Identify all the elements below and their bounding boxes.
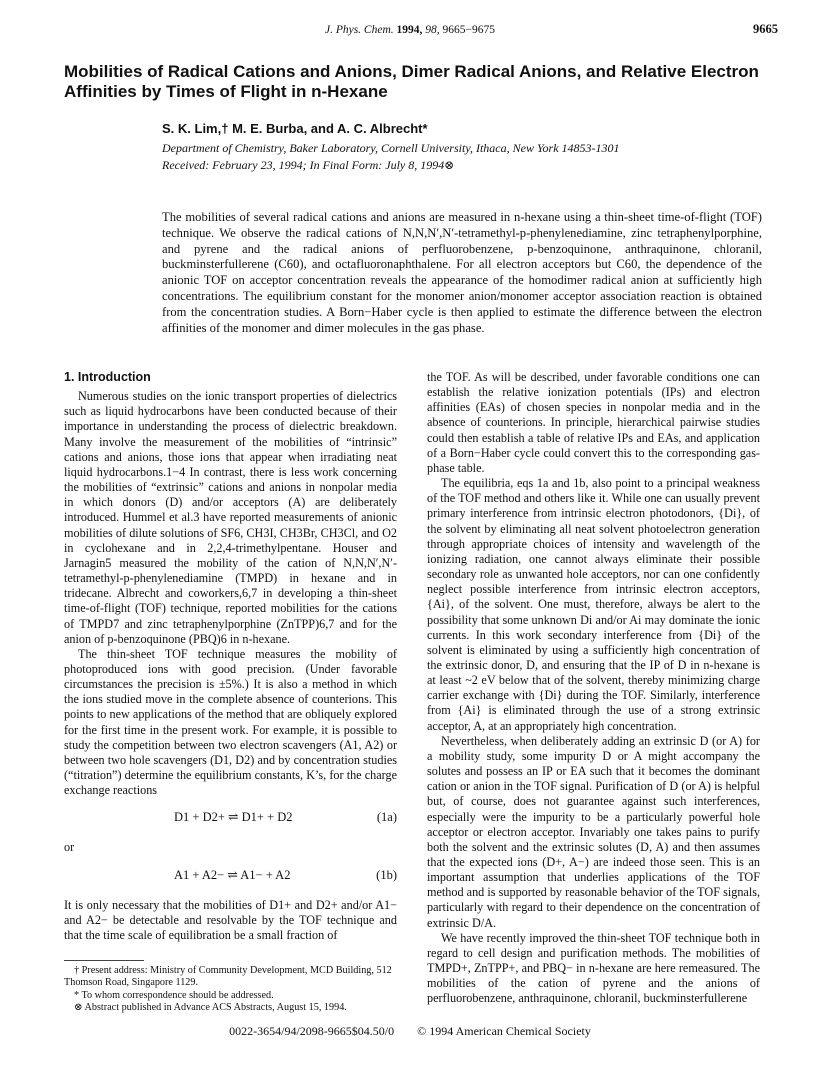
- page-footer: [0, 1024, 820, 1039]
- left-column: [64, 370, 397, 943]
- equation-1a-body: D1 + D2+ ⇌ D1+ + D2: [174, 810, 293, 825]
- paper-title: Mobilities of Radical Cations and Anions, Dimer Radical Anions, and Relative Electron Affinities by Times of Flight in n-Hexane: [64, 62, 759, 101]
- col2-paragraph-4: We have recently improved the thin-sheet TOF technique both in regard to cell design and purification methods. The mobilities of TMPD+, ZnTPP+, and PBQ− in n-hexane are here remeasured. The mobilities of the cation of pyrene and the anions of perfluorobenzene, anthraquinone, chloranil, buckminsterfullerene: [427, 930, 760, 1006]
- intro-paragraph-2: The thin-sheet TOF technique measures the mobility of photoproduced ions with good precision. (Under favorable circumstances the precision is ±5%.) It is also a method in which the ions studied move in the complete absence of counterions. This points to new applications of the method that are obliquely explored for the first time in the present work. For example, it is possible to study the competition between two electron scavengers (A1, A2) or between two hole scavengers (D1, D2) and by concentration studies (“titration”) determine the equilibrium constants, K’s, for the charge exchange reactions: [64, 646, 397, 798]
- footnote-rule: [64, 960, 144, 961]
- page-number: 9665: [753, 22, 778, 36]
- journal-year: 1994,: [396, 24, 423, 36]
- abstract: The mobilities of several radical cations and anions are measured in n-hexane using a thin-sheet time-of-flight (TOF) technique. We observe the radical cations of N,N,N′,N′-tetramethyl-p-phenylenediamine, zinc tetraphenylporphine, and pyrene and the radical anions of perfluorobenzene, p-benzoquinone, anthraquinone, chloranil, buckminsterfullerene (C60), and octafluoronaphthalene. For all electron acceptors but C60, the dependence of the anionic TOF on acceptor concentration reveals the appearance of the homodimer radical anion at sufficiently high concentrations. The equilibrium constant for the monomer anion/monomer acceptor association reaction is obtained from the concentration studies. A Born−Haber cycle is then applied to estimate the difference between the electron affinities of the monomer and dimer molecules in the gas phase.: [162, 210, 762, 335]
- footnote-abstract-published: ⊗ Abstract published in Advance ACS Abstracts, August 15, 1994.: [74, 1002, 347, 1014]
- received-dates: Received: February 23, 1994; In Final Form: July 8, 1994⊗: [162, 158, 455, 172]
- running-header: [0, 24, 820, 36]
- journal-name: J. Phys. Chem.: [324, 24, 394, 36]
- equation-1b: [64, 862, 397, 892]
- journal-pages: 9665−9675: [442, 24, 496, 36]
- article-code: 0022-3654/94/2098-9665$04.50/0: [229, 1024, 395, 1038]
- journal-volume: 98,: [425, 24, 440, 36]
- equation-1a-number: (1a): [376, 810, 397, 825]
- footnote-present-address: † Present address: Ministry of Community Development, MCD Building, 512 Thomson Road, Singapore 1129.: [64, 965, 392, 989]
- equation-1a: [64, 804, 397, 834]
- section-heading: 1. Introduction: [64, 370, 151, 384]
- equation-1b-body: A1 + A2− ⇌ A1− + A2: [174, 867, 291, 882]
- footnotes: [64, 965, 399, 1015]
- right-column: [427, 370, 760, 1007]
- col2-paragraph-3: Nevertheless, when deliberately adding an extrinsic D (or A) for a mobility study, some impurity D or A might accompany the solutes and possess an IP or EA such that it becomes the dominant cation or anion in the TOF signal. Purification of D (or A) is helpful but, of course, does not guarantee against such interferences, especially were the impurity to be a particularly powerful hole acceptor or electron acceptor. Invariably one takes pains to purify both the solvent and the extrinsic solutes (D, A) and then assumes that the expected ions (D+, A−) are indeed those seen. This is an important assumption that underlies applications of the TOF method and is supported by reasonable behavior of the TOF signals, particularly with regard to their dependence on the concentration of extrinsic D/A.: [427, 733, 760, 930]
- intro-paragraph-1: Numerous studies on the ionic transport properties of dielectrics such as liquid hydrocarbons have been conducted because of their importance in understanding the process of dielectric breakdown. Many involve the measurement of the mobilities of “intrinsic” cations and anions, those ions that appear when irradiating neat liquid hydrocarbons.1−4 In contrast, there is less work concerning the mobilities of “extrinsic” cations and anions in nonpolar media in which donors (D) and/or acceptors (A) are deliberately introduced. Hummel et al.3 have reported measurements of anionic mobilities of dilute solutions of SF6, CH3I, CH3Br, CH3Cl, and O2 in cyclohexane and in 2,2,4-trimethylpentane. Houser and Jarnagin5 measured the mobility of the cation of N,N,N′,N′-tetramethyl-p-phenylenediamine (TMPD) in hexane and in tridecane. Albrecht and coworkers,6,7 in developing a thin-sheet time-of-flight (TOF) technique, reported mobilities for the cations of TMPD7 and zinc tetraphenylporphine (ZnTPP)6,7 and for the anion of p-benzoquinone (PBQ)6 in n-hexane.: [64, 389, 397, 646]
- equation-connector: or: [64, 840, 75, 855]
- footnote-correspondence: * To whom correspondence should be addressed.: [74, 989, 274, 1001]
- col2-paragraph-2: The equilibria, eqs 1a and 1b, also point to a principal weakness of the TOF method and others like it. While one can usually prevent primary interference from intrinsic electron photodonors, {Di}, of the solvent by eliminating all neat solvent photoelectron generation through appropriate choices of intensity and wavelength of the ionizing radiation, one cannot always eliminate their possible secondary role as unwanted hole acceptors, nor can one confidently neglect possible interference from intrinsic electron acceptors, {Ai}, of the solvent. One must, therefore, always be alert to the possibility that some unknown Di and/or Ai may dominate the ionic currents. In this work secondary interference from {Di} of the solvent is eliminated by using a sufficiently high concentration of the extrinsic donor, D, and ensuring that the IP of D in n-hexane is at least ~2 eV below that of the solvent, thereby minimizing charge carrier exchange with {Di} during the TOF. Similarly, interference from {Ai} is eliminated through the use of a strong extrinsic acceptor, A, at an appropriately high concentration.: [427, 476, 760, 733]
- col2-paragraph-1: the TOF. As will be described, under favorable conditions one can establish the relative ionization potentials (IPs) and electron affinities (EAs) of chosen species in nonpolar media and in the absence of counterions. In principle, hierarchical pairwise studies could then establish a table of relative IPs and EAs, and application of a Born−Haber cycle could convert this to the corresponding gas-phase table.: [427, 370, 760, 475]
- affiliation: Department of Chemistry, Baker Laboratory, Cornell University, Ithaca, New York 14853-1301: [162, 141, 620, 155]
- authors: S. K. Lim,† M. E. Burba, and A. C. Albrecht*: [162, 121, 428, 136]
- equation-1b-number: (1b): [376, 867, 397, 882]
- intro-paragraph-3: It is only necessary that the mobilities of D1+ and D2+ and/or A1− and A2− be detectable and resolvable by the TOF technique and that the time scale of equilibration be a small fraction of: [64, 897, 397, 942]
- copyright: © 1994 American Chemical Society: [417, 1024, 591, 1038]
